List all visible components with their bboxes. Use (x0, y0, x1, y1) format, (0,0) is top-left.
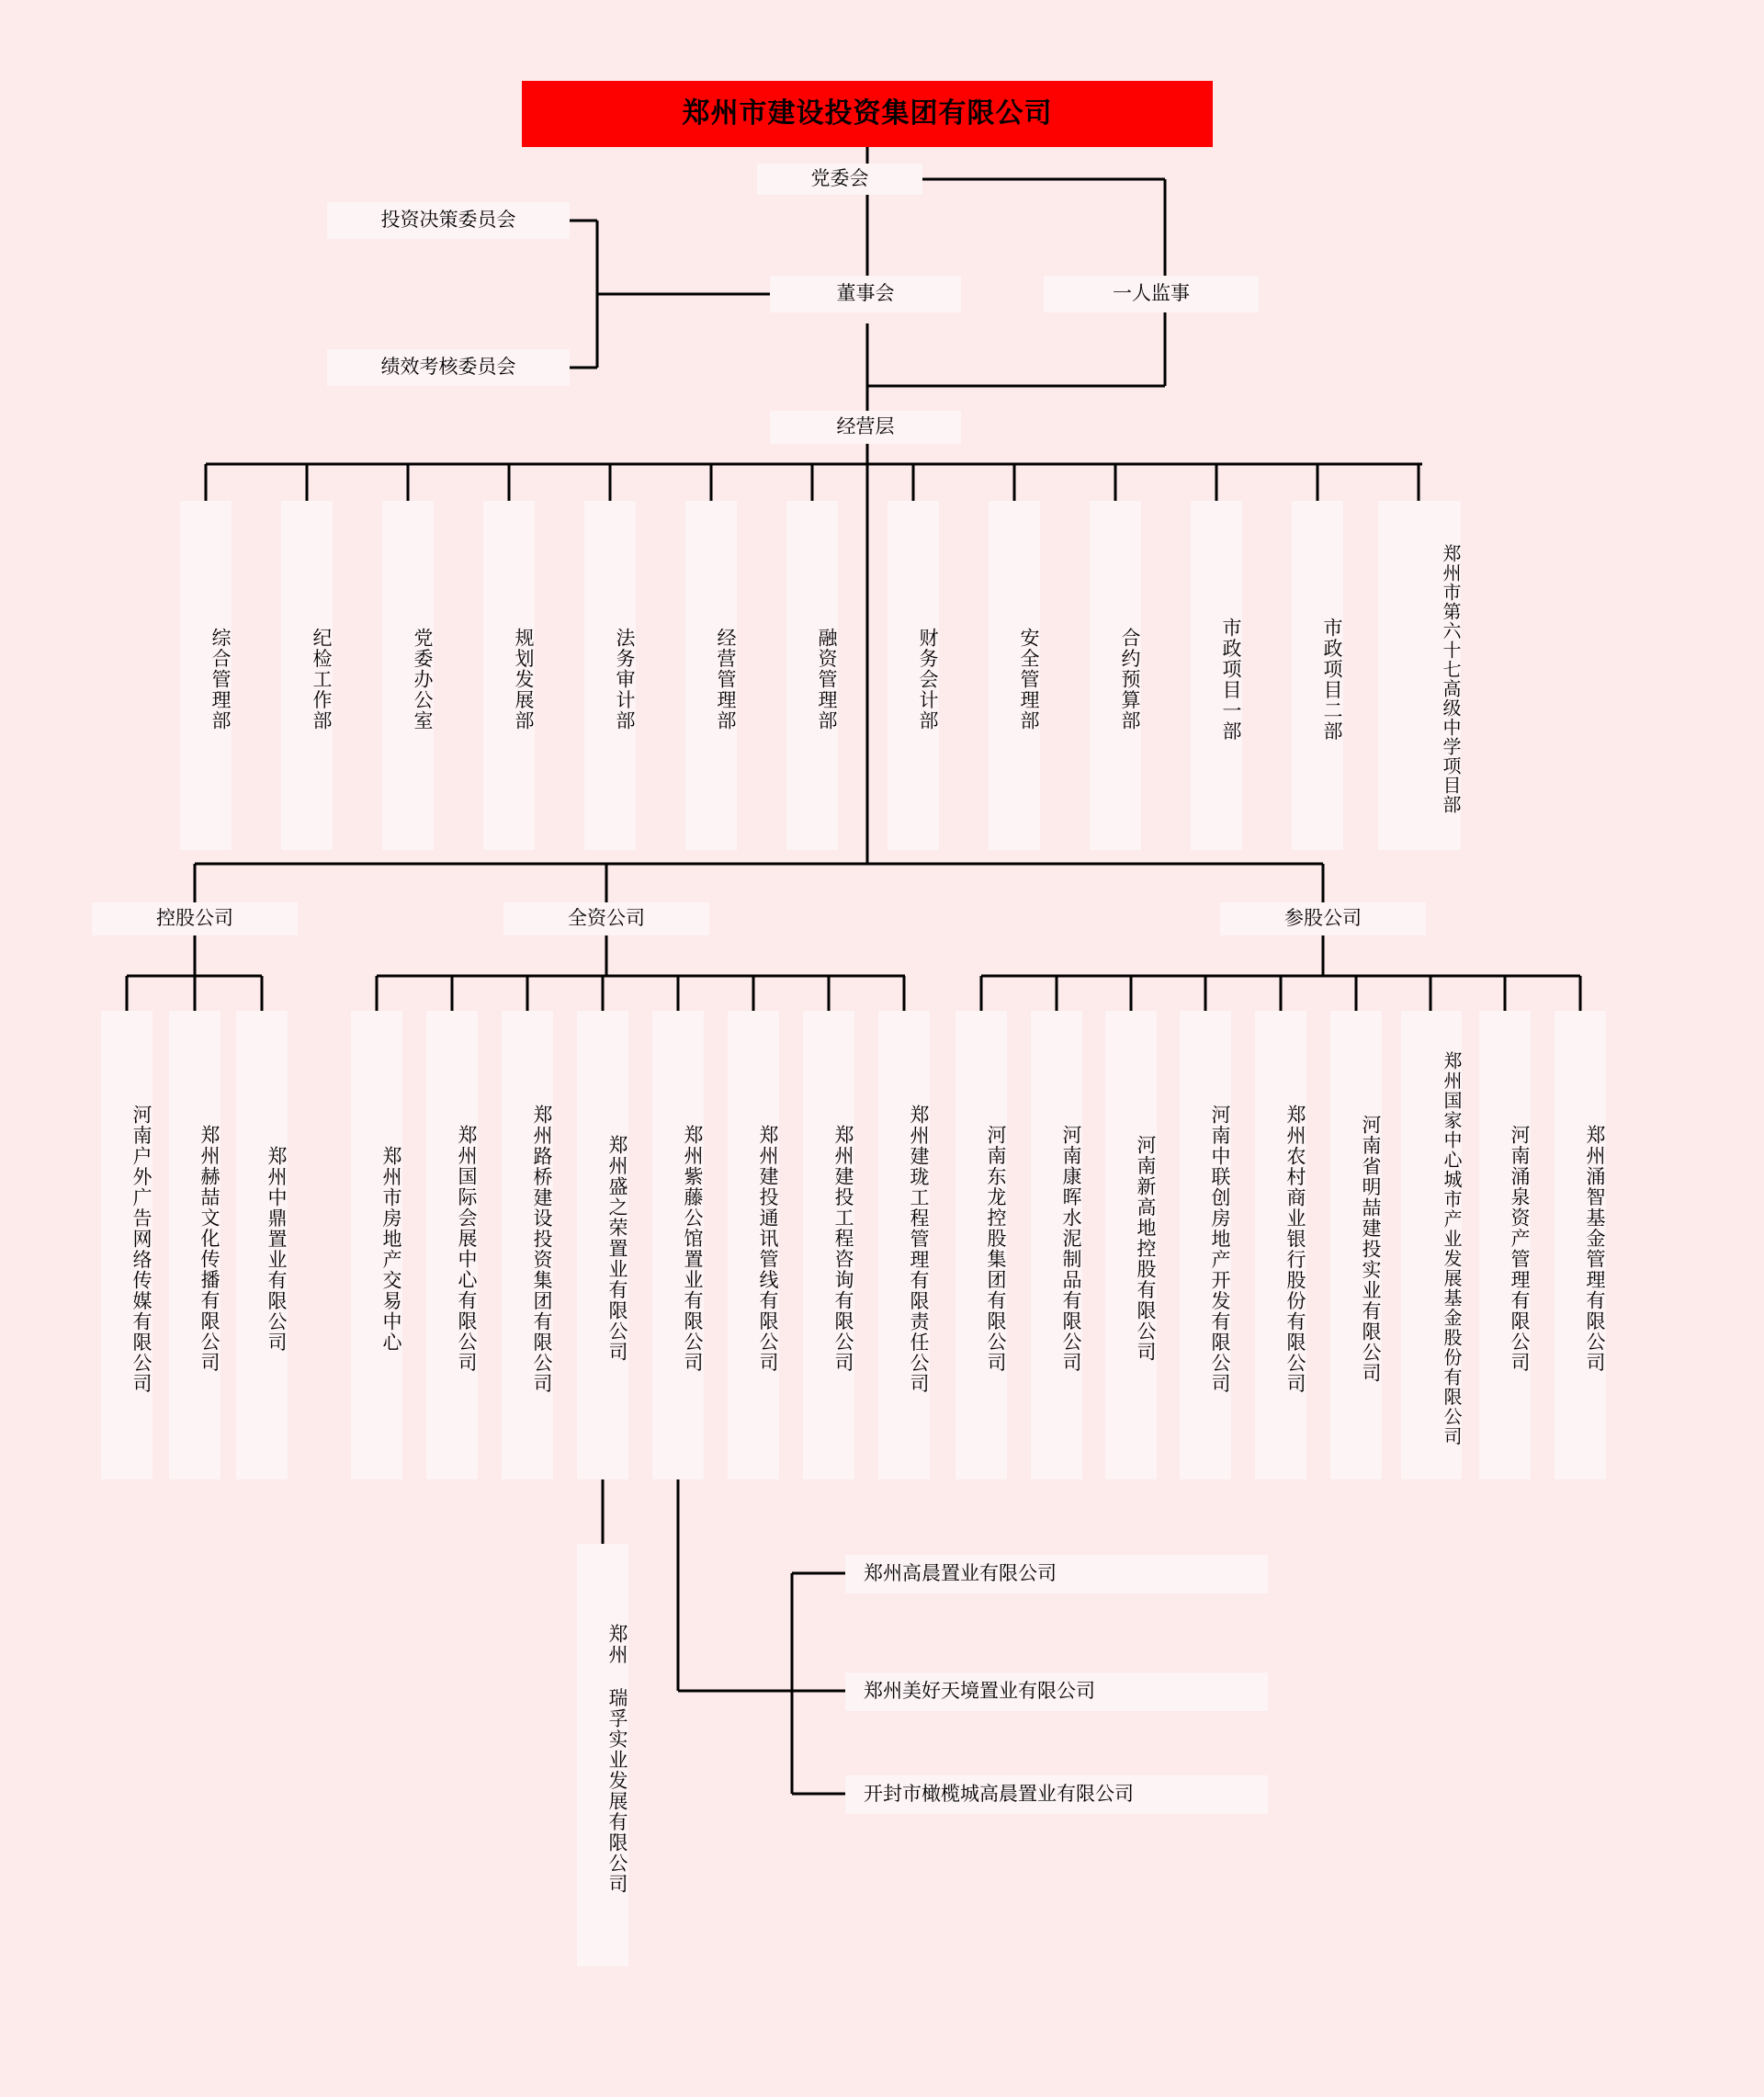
node-performance-committee: 绩效考核委员会 (327, 349, 570, 386)
department-node: 法务审计部 (584, 501, 636, 850)
node-investment-committee: 投资决策委员会 (327, 202, 570, 239)
subsidiary-node: 河南新高地控股有限公司 (1105, 1011, 1157, 1479)
subsidiary-node: 河南中联创房地产开发有限公司 (1180, 1011, 1231, 1479)
subsidiary-node: 河南户外广告网络传媒有限公司 (101, 1011, 153, 1479)
department-node: 市政项目一部 (1191, 501, 1242, 850)
group-header-wholly-owned: 全资公司 (503, 902, 709, 935)
subsidiary-node: 郑州农村商业银行股份有限公司 (1255, 1011, 1306, 1479)
subsidiary-node: 郑州紫藤公馆置业有限公司 (652, 1011, 704, 1479)
subsidiary-node: 河南东龙控股集团有限公司 (956, 1011, 1007, 1479)
department-node: 合约预算部 (1090, 501, 1141, 850)
department-node: 安全管理部 (989, 501, 1040, 850)
department-node: 综合管理部 (180, 501, 232, 850)
subsidiary-node: 河南省明喆建投实业有限公司 (1330, 1011, 1382, 1479)
subsidiary-node: 郑州赫喆文化传播有限公司 (169, 1011, 220, 1479)
sub-subsidiary-node: 郑州美好天境置业有限公司 (845, 1672, 1268, 1711)
subsidiary-node: 郑州中鼎置业有限公司 (236, 1011, 288, 1479)
subsidiary-node: 郑州路桥建设投资集团有限公司 (502, 1011, 553, 1479)
sub-subsidiary-node: 郑州 瑞孚实业发展有限公司 (577, 1544, 628, 1967)
sub-subsidiary-node: 开封市橄榄城高晨置业有限公司 (845, 1775, 1268, 1814)
node-party-committee: 党委会 (757, 164, 922, 195)
root-title: 郑州市建设投资集团有限公司 (522, 81, 1213, 147)
subsidiary-node: 郑州市房地产交易中心 (351, 1011, 402, 1479)
subsidiary-node: 郑州建珑工程管理有限责任公司 (878, 1011, 930, 1479)
department-node: 融资管理部 (786, 501, 838, 850)
subsidiary-node: 郑州国家中心城市产业发展基金股份有限公司 (1401, 1011, 1462, 1479)
department-node: 市政项目二部 (1292, 501, 1343, 850)
subsidiary-node: 河南康晖水泥制品有限公司 (1031, 1011, 1082, 1479)
department-node: 规划发展部 (483, 501, 535, 850)
department-node: 经营管理部 (685, 501, 737, 850)
sub-subsidiary-node: 郑州高晨置业有限公司 (845, 1555, 1268, 1593)
subsidiary-node: 郑州涌智基金管理有限公司 (1555, 1011, 1606, 1479)
node-board: 董事会 (770, 276, 961, 312)
group-header-equity: 参股公司 (1220, 902, 1426, 935)
subsidiary-node: 郑州盛之荣置业有限公司 (577, 1011, 628, 1479)
department-node: 财务会计部 (888, 501, 939, 850)
node-management-layer: 经营层 (770, 411, 961, 444)
department-node: 党委办公室 (382, 501, 434, 850)
group-header-holding: 控股公司 (92, 902, 298, 935)
department-node: 纪检工作部 (281, 501, 333, 850)
subsidiary-node: 郑州建投工程咨询有限公司 (803, 1011, 854, 1479)
subsidiary-node: 郑州国际会展中心有限公司 (426, 1011, 478, 1479)
node-supervisor: 一人监事 (1044, 276, 1259, 312)
subsidiary-node: 河南涌泉资产管理有限公司 (1479, 1011, 1531, 1479)
department-node: 郑州市第六十七高级中学项目部 (1378, 501, 1461, 850)
subsidiary-node: 郑州建投通讯管线有限公司 (728, 1011, 779, 1479)
